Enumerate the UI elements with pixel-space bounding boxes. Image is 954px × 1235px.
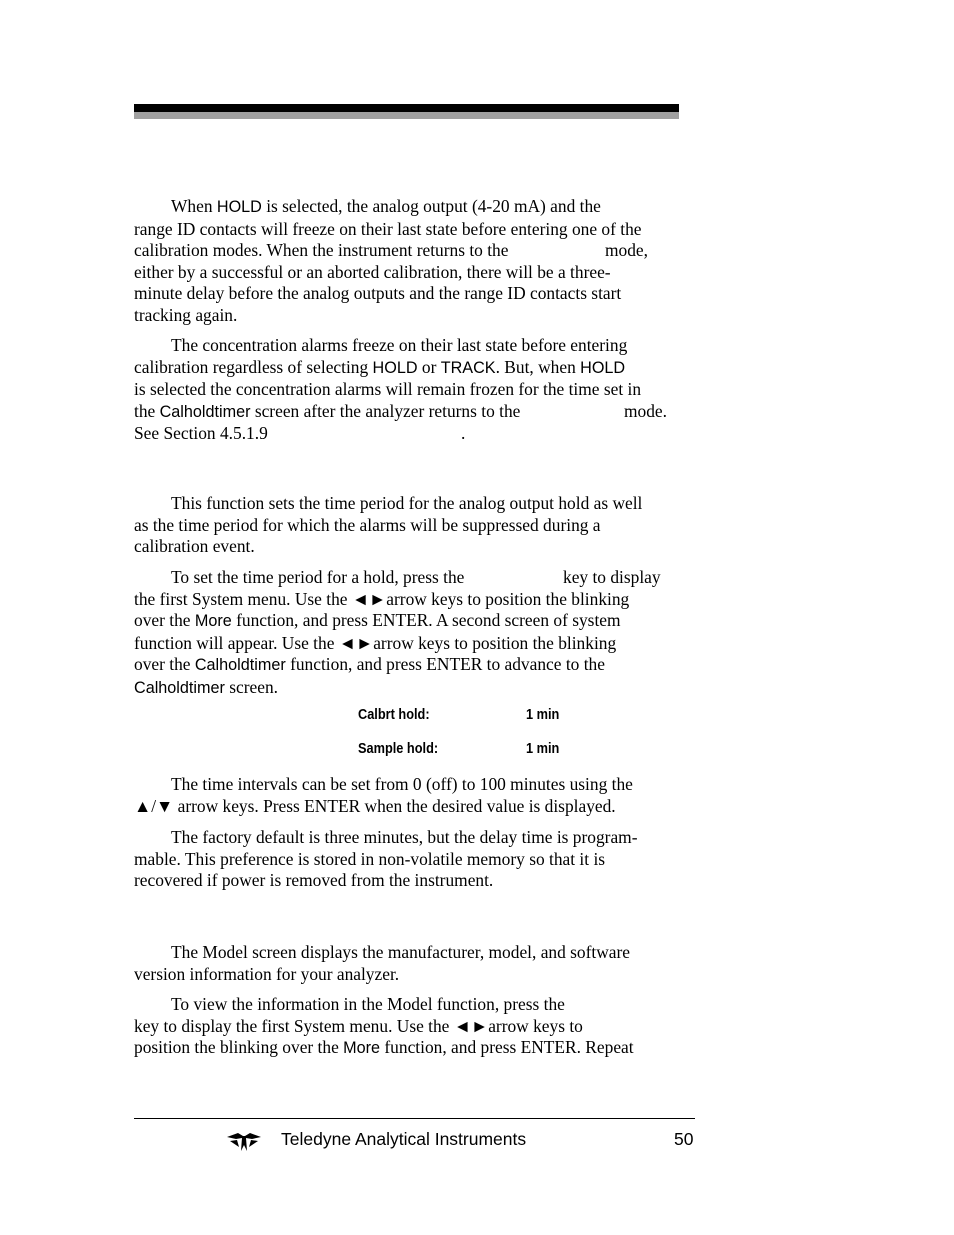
paragraph-function-description: This function sets the time period for the analog output hold as well as the time period for which the alarms will be suppressed during a calibration event. xyxy=(134,493,643,557)
screen-sample-hold-value: 1 min xyxy=(526,741,560,757)
paragraph-model-screen: The Model screen displays the manufacturer, model, and software version information for your analyzer. xyxy=(134,942,631,984)
left-right-arrow-icon: ◄► xyxy=(338,632,374,653)
page-number: 50 xyxy=(674,1129,694,1149)
paragraph-set-hold-instructions: To set the time period for a hold, press the key to display the first System menu. Use the ◄►arrow keys to position the blinking over the More function, and press ENTER. A second screen of system function will appear. Use the ◄►arrow keys to position the blinking over the Calholdtimer function, and press ENTER to advance to the Calholdtimer screen. xyxy=(134,567,661,697)
screen-calbrt-hold-label: Calbrt hold: xyxy=(358,707,430,723)
paragraph-time-intervals: The time intervals can be set from 0 (off) to 100 minutes using the ▲/▼ arrow keys. Press ENTER when the desired value is displayed. xyxy=(134,774,633,816)
left-right-arrow-icon: ◄► xyxy=(351,588,387,609)
paragraph-alarms-freeze: The concentration alarms freeze on their last state before entering calibration regardless of selecting HOLD or TRACK. But, when HOLD is selected the concentration alarms will remain frozen for the time set in the Calholdtimer screen after the analyzer returns to the mode. See Section 4.5.1.9 . xyxy=(134,335,667,444)
screen-calbrt-hold-value: 1 min xyxy=(526,707,560,723)
paragraph-view-model-instructions: To view the information in the Model function, press the key to display the first System menu. Use the ◄►arrow keys to position the blinking over the More function, and press ENTER. Repeat xyxy=(134,994,634,1058)
screen-sample-hold-label: Sample hold: xyxy=(358,741,439,757)
header-rule-gray xyxy=(134,112,679,119)
paragraph-factory-default: The factory default is three minutes, but the delay time is program- mable. This preference is stored in non-volatile memory so that it is recovered if power is removed from the instrument. xyxy=(134,827,638,891)
header-rule-black xyxy=(134,104,679,112)
left-right-arrow-icon: ◄► xyxy=(453,1015,489,1036)
footer-rule xyxy=(134,1118,695,1119)
teledyne-logo-icon xyxy=(226,1131,262,1153)
paragraph-hold-selected: When HOLD is selected, the analog output (4-20 mA) and the range ID contacts will freeze on their last state before entering one of the calibration modes. When the instrument returns to the mode, either by a successful or an aborted calibration, there will be a three- minute delay before the analog outputs and the range ID contacts start tracking again. xyxy=(134,196,648,325)
footer-company: Teledyne Analytical Instruments xyxy=(281,1129,527,1149)
